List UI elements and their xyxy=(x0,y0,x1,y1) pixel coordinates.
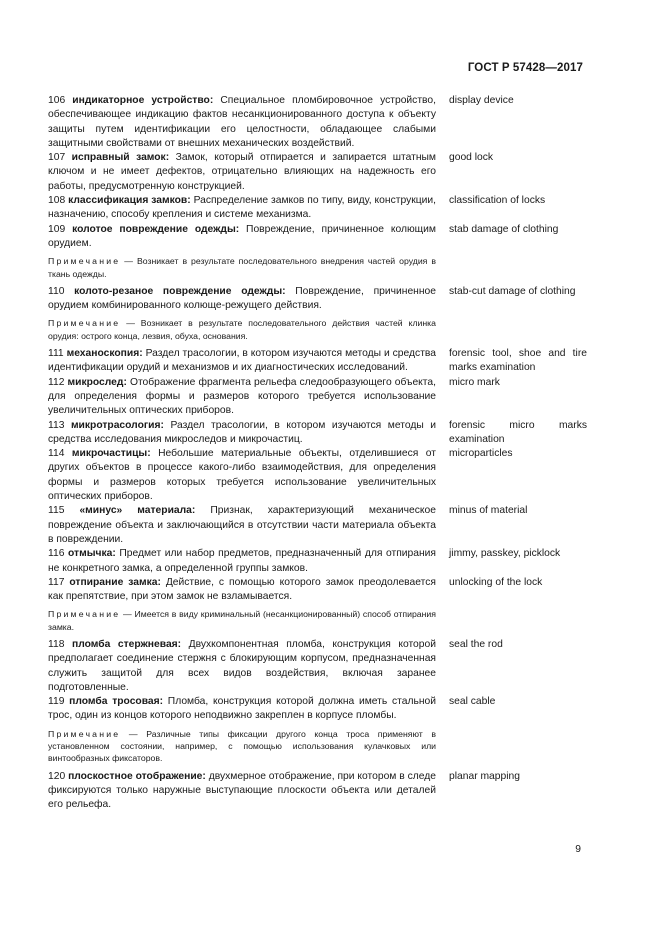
term-english: jimmy, passkey, picklock xyxy=(449,548,561,560)
term-entry-118 xyxy=(48,638,588,695)
term-name: колото-резаное повреждение одежды: xyxy=(74,285,286,297)
term-name: классификация замков: xyxy=(68,195,191,207)
term-text: двухмерное отображение, при котором в следе фиксируются только наружные выступающие плоскости объекта или деталей его рельефа. xyxy=(48,770,436,811)
term-number: 111 xyxy=(48,348,64,360)
term-name: отмычка: xyxy=(68,548,116,560)
term-text: Действие, с помощью которого замок преодолевается как препятствие, при этом замок не взламывается. xyxy=(48,576,436,603)
term-definition xyxy=(48,151,436,194)
term-text: Пломба, конструкция которой должна иметь стальной трос, один из концов которого неподвижно закреплен в корпусе пломбы. xyxy=(48,696,436,722)
term-definition xyxy=(48,419,436,448)
term-text: Двухкомпонентная пломба, конструкция которой предполагает соединение стержня с блокирующим корпусом, предназначенная служить защитой для всех видов воздействия, включая заранее подготовленные. xyxy=(48,638,436,693)
term-english: planar mapping xyxy=(449,770,520,782)
term-entry-111 xyxy=(48,347,588,376)
term-entry-115 xyxy=(48,504,588,547)
term-entry-106 xyxy=(48,94,588,151)
term-definition xyxy=(48,376,436,419)
term-entry-119 xyxy=(48,695,588,724)
term-entry-113 xyxy=(48,419,588,448)
term-entry-110 xyxy=(48,285,588,314)
term-name: микрослед: xyxy=(67,376,127,388)
note-label: Примечание xyxy=(48,256,121,267)
note-119 xyxy=(48,728,436,765)
term-number: 106 xyxy=(48,95,66,106)
term-definition xyxy=(48,504,436,547)
term-number: 107 xyxy=(48,152,66,164)
term-name: плоскостное отображение: xyxy=(68,770,206,782)
term-entry-109 xyxy=(48,223,588,252)
term-english: forensic tool, shoe and tire marks examination xyxy=(449,348,587,374)
term-text: Специальное пломбировочное устройство, обеспечивающее индикацию фактов несанкционированного доступа к объекту защиты путем идентификации его целостности, обладающее слабыми защитными свойствами от внешних механических воздействий. xyxy=(48,95,436,149)
term-number: 109 xyxy=(48,223,66,235)
term-name: «минус» материала: xyxy=(79,505,196,517)
term-definition xyxy=(48,695,436,724)
note-text: — Возникает в результате последовательного действия частей клинка орудия: острого конца, лезвия, обуха, основания. xyxy=(48,318,436,341)
term-english: forensic micro marks examination xyxy=(449,419,587,445)
note-text: — Возникает в результате последовательного внедрения частей орудия в ткань одежды. xyxy=(48,256,436,279)
term-english: stab damage of clothing xyxy=(449,223,559,235)
term-definition xyxy=(48,770,436,813)
terms-list xyxy=(48,94,588,813)
term-english: unlocking of the lock xyxy=(449,576,543,588)
term-entry-120 xyxy=(48,770,588,813)
term-number: 117 xyxy=(48,576,65,588)
note-text: — Различные типы фиксации другого конца троса применяют в установленном состоянии, например, с помощью использования кулачковых или винтообразных фиксаторов. xyxy=(48,728,436,764)
term-number: 110 xyxy=(48,285,65,297)
note-text: — Имеется в виду криминальный (несанкционированный) способ отпирания замка. xyxy=(48,609,436,632)
term-text: Отображение фрагмента рельефа следообразующего объекта, для определения формы и размеров которого требуется использование увеличительных оптических приборов. xyxy=(48,376,436,417)
term-entry-108 xyxy=(48,194,588,223)
term-entry-107 xyxy=(48,151,588,194)
term-entry-114 xyxy=(48,447,588,504)
term-english: classification of locks xyxy=(449,195,546,207)
term-text: Предмет или набор предметов, предназначенный для отпирания не конкретного замка, а определенной группы замков. xyxy=(48,548,436,574)
term-text: Распределение замков по типу, виду, конструкции, назначению, способу крепления и системе механизма. xyxy=(48,195,436,221)
term-name: пломба стержневая: xyxy=(71,638,182,650)
term-definition xyxy=(48,547,436,576)
term-name: исправный замок: xyxy=(71,152,170,164)
term-definition xyxy=(48,638,436,695)
note-117 xyxy=(48,608,436,633)
term-english: minus of material xyxy=(449,505,528,517)
term-text: Раздел трасологии, в котором изучаются методы и средства исследования микроследов и микрочастиц. xyxy=(48,419,436,445)
term-english: seal the rod xyxy=(449,638,503,650)
term-definition xyxy=(48,285,436,314)
term-english: microparticles xyxy=(449,448,513,460)
note-label: Примечание xyxy=(48,728,121,739)
term-english: good lock xyxy=(449,152,494,164)
term-text: Признак, характеризующий механическое повреждение объекта и заключающийся в отсутствии части материала объекта в повреждении. xyxy=(48,505,436,545)
term-definition xyxy=(48,447,436,504)
term-number: 108 xyxy=(48,195,66,207)
term-name: микротрасология: xyxy=(70,419,164,431)
term-english: stab-cut damage of clothing xyxy=(449,285,576,297)
term-name: индикаторное устройство: xyxy=(72,95,214,106)
term-definition xyxy=(48,223,436,252)
term-name: колотое повреждение одежды: xyxy=(72,223,240,235)
term-name: механоскопия: xyxy=(66,348,143,360)
term-number: 113 xyxy=(48,419,65,431)
term-number: 120 xyxy=(48,770,66,782)
note-110 xyxy=(48,317,436,342)
note-label: Примечание xyxy=(48,318,121,329)
term-definition xyxy=(48,576,436,605)
term-number: 116 xyxy=(48,548,65,560)
term-english: micro mark xyxy=(449,376,500,388)
term-number: 112 xyxy=(48,376,65,388)
note-109 xyxy=(48,255,436,280)
term-name: пломба тросовая: xyxy=(69,696,164,708)
term-text: Замок, который отпирается и запирается штатным ключом и не имеет дефектов, отрицательно влияющих на надежность его работы, предусмотренную конструкцией. xyxy=(48,152,437,192)
term-english: display device xyxy=(449,95,514,106)
document-header: ГОСТ Р 57428—2017 xyxy=(467,62,583,74)
term-text: Повреждение, причиненное орудием комбинированного колюще-режущего действия. xyxy=(48,285,436,312)
term-entry-117 xyxy=(48,576,588,605)
term-entry-116 xyxy=(48,547,588,576)
note-label: Примечание xyxy=(48,609,121,620)
term-definition xyxy=(48,347,436,376)
term-text: Повреждение, причиненное колющим орудием. xyxy=(48,223,436,249)
term-number: 115 xyxy=(48,505,65,517)
term-text: Небольшие материальные объекты, отделившиеся от других объектов в процессе какого-либо взаимодействия, для определения формы и размеров которых требуется использование увеличительных оптических приборов. xyxy=(48,448,436,503)
term-number: 118 xyxy=(48,638,65,650)
term-name: отпирание замка: xyxy=(69,576,161,588)
page-number: 9 xyxy=(575,844,581,855)
term-definition xyxy=(48,194,436,223)
term-definition xyxy=(48,94,436,151)
term-entry-112 xyxy=(48,376,588,419)
term-english: seal cable xyxy=(449,696,496,708)
term-number: 119 xyxy=(48,696,65,708)
term-number: 114 xyxy=(48,448,65,460)
term-name: микрочастицы: xyxy=(71,448,151,460)
term-text: Раздел трасологии, в котором изучаются методы и средства идентификации орудий и механизмов и их диагностических исследований. xyxy=(48,348,436,374)
